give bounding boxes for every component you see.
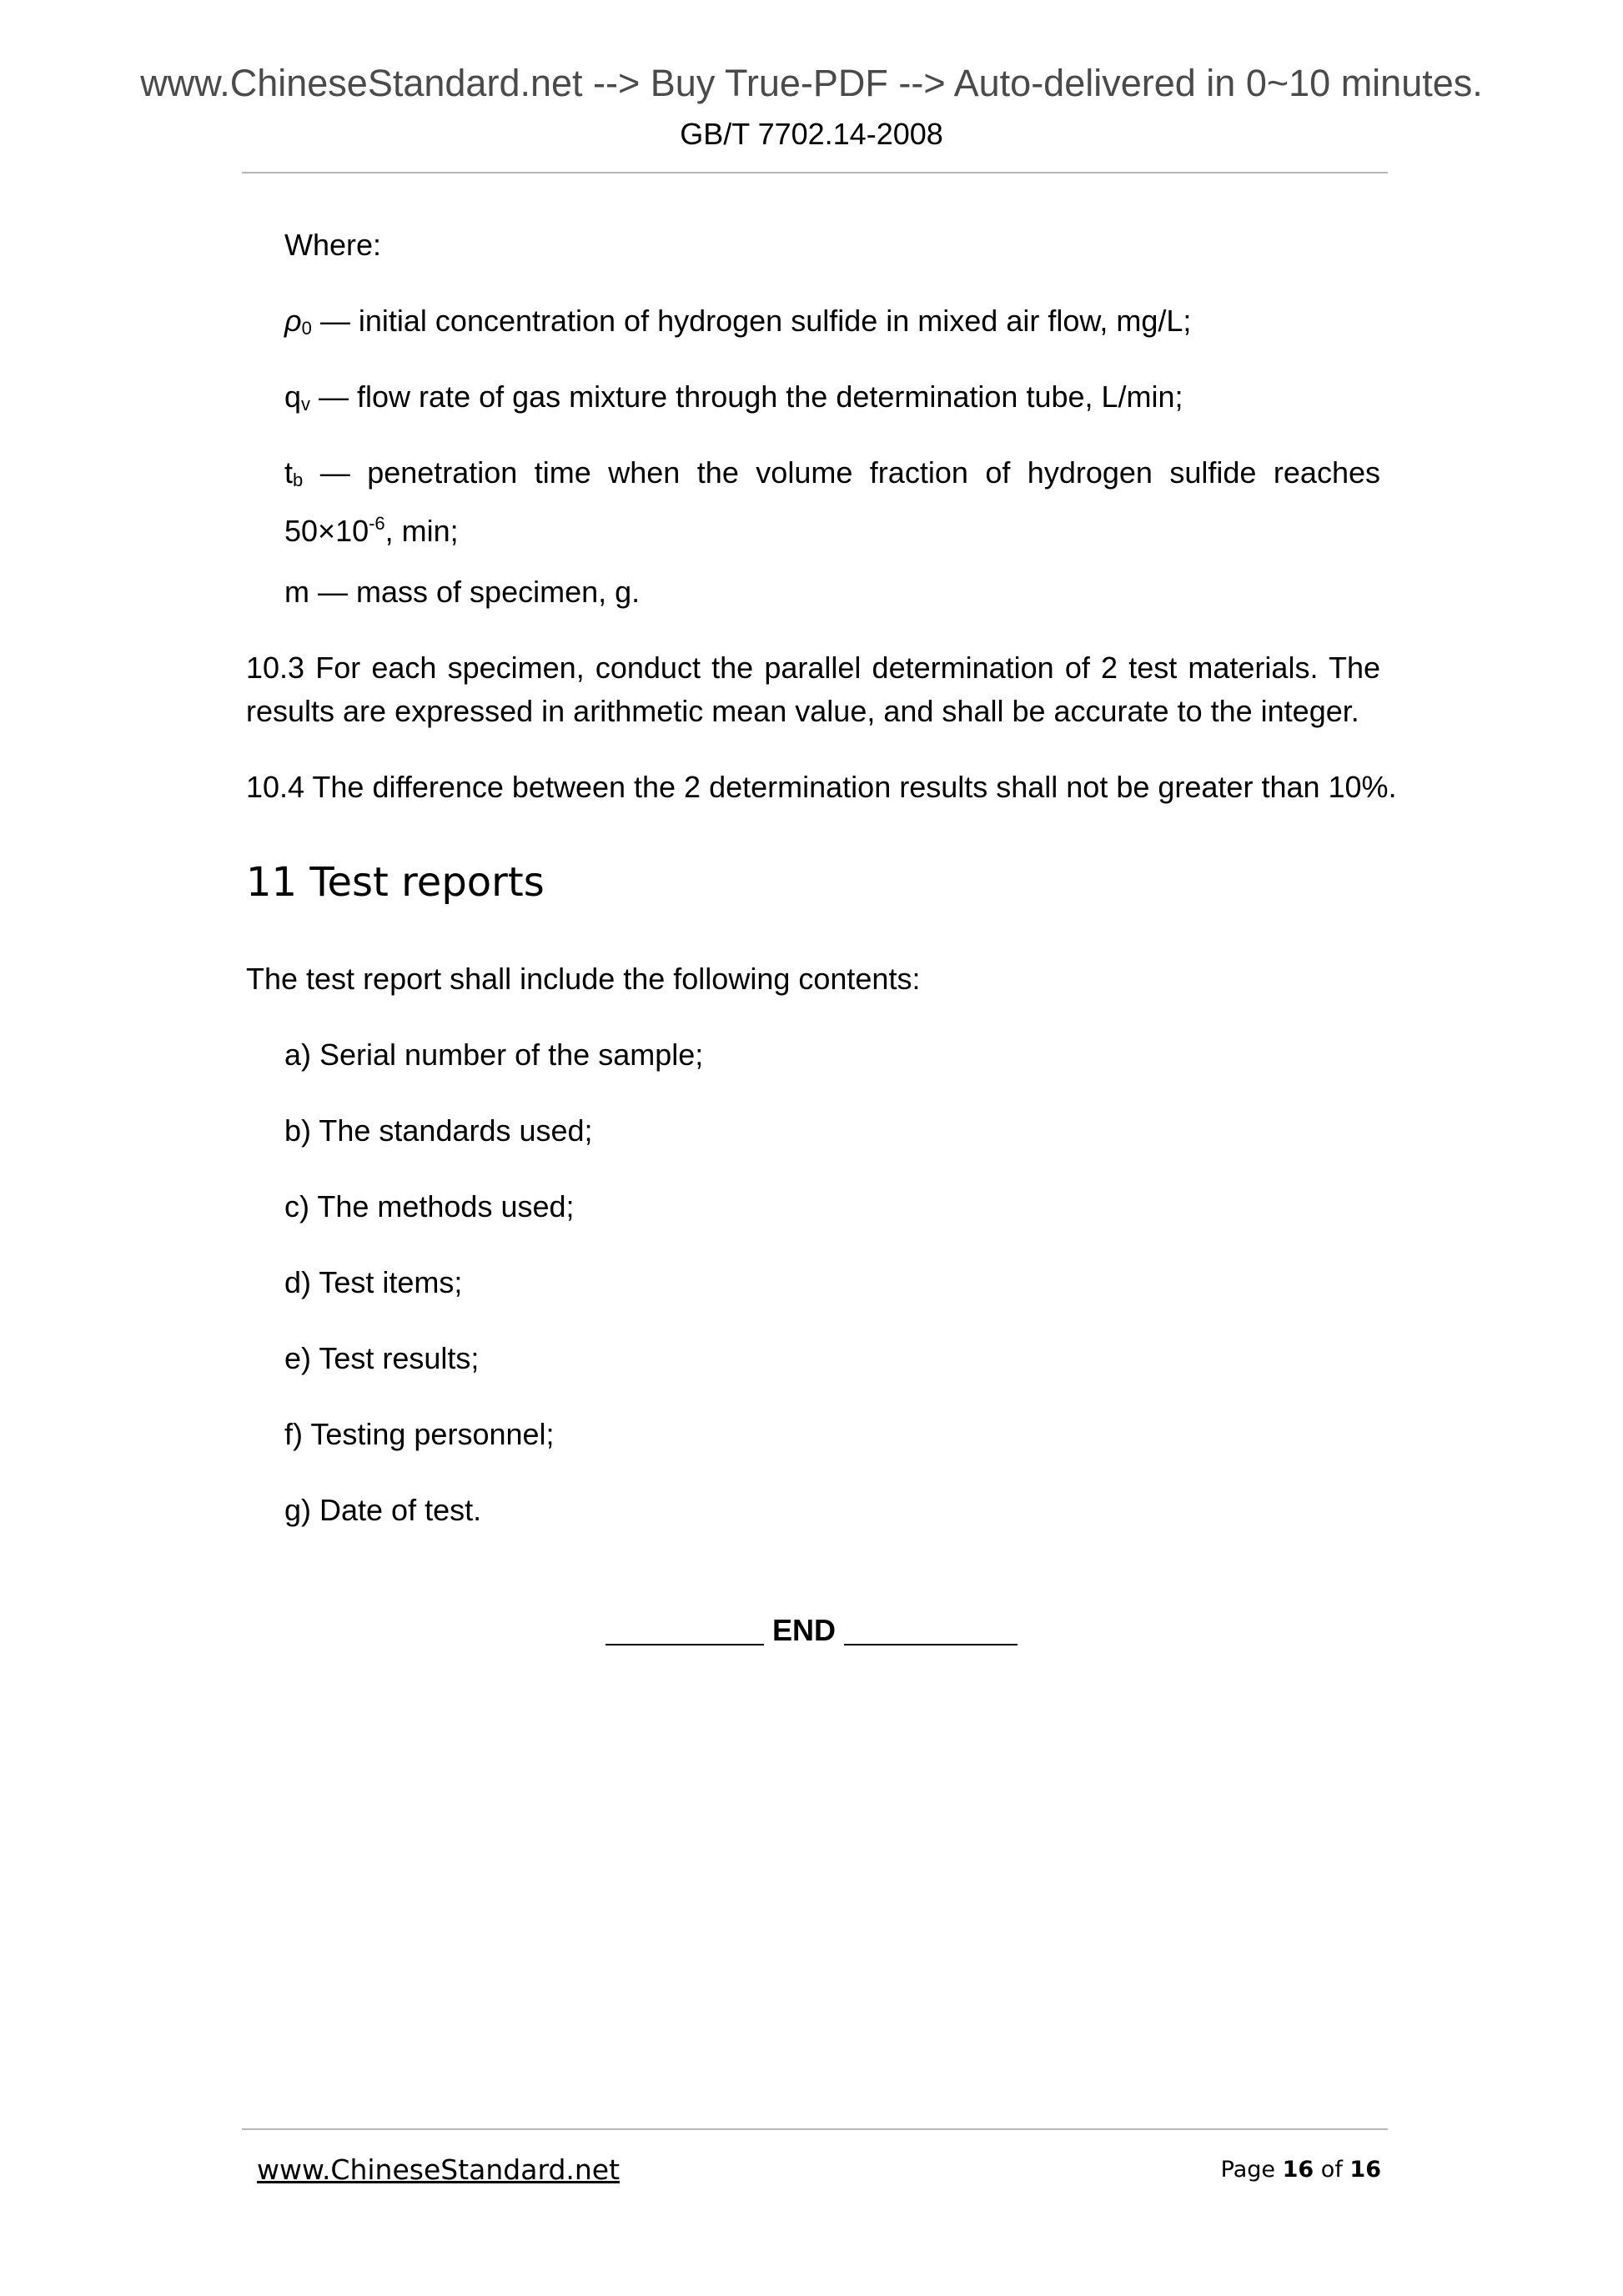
list-item: e) Test results; [284,1341,480,1375]
subscript: v [301,394,311,414]
list-item: d) Test items; [284,1265,463,1299]
page-current: 16 [1282,2157,1314,2183]
section-intro: The test report shall include the following contents: [246,962,921,996]
definition-qv [284,375,1183,426]
clause-10-4: 10.4 The difference between the 2 determination results shall not be greater than 10%. [246,770,1397,804]
end-label: END [771,1613,836,1647]
definition-rho0 [284,299,1191,350]
definition-text: — penetration time when the volume fraction of hydrogen sulfide reaches 50×10 [284,455,1380,548]
list-item: b) The standards used; [284,1113,593,1148]
definition-tb [284,451,1380,553]
section-heading: 11 Test reports [246,859,545,906]
page-prefix: Page [1220,2157,1276,2183]
symbol: m [284,575,309,609]
definition-text-after: , min; [384,514,459,548]
list-item: c) The methods used; [284,1189,575,1223]
definition-m [284,570,640,614]
standard-code: GB/T 7702.14-2008 [680,117,943,151]
where-label: Where: [284,228,382,262]
site-banner: www.ChineseStandard.net --> Buy True-PDF --> Auto-delivered in 0~10 minutes. [140,62,1483,104]
symbol: ρ [284,304,302,338]
footer-site-link[interactable]: www.ChineseStandard.net [257,2153,621,2186]
end-rule-left [605,1644,764,1645]
header-divider [242,172,1388,173]
footer-divider [242,2128,1388,2130]
subscript: 0 [301,318,312,339]
subscript: b [293,470,304,490]
list-item: f) Testing personnel; [284,1417,555,1451]
list-item: a) Serial number of the sample; [284,1037,704,1072]
page-number [1221,2157,1381,2183]
superscript: -6 [369,513,385,534]
symbol: q [284,379,302,414]
page-of: of [1320,2157,1343,2183]
symbol: t [284,455,294,490]
end-marker [0,1613,1623,1648]
definition-text: — flow rate of gas mixture through the determination tube, L/min; [310,379,1183,414]
list-item: g) Date of test. [284,1493,482,1527]
definition-text: — mass of specimen, g. [309,575,641,609]
end-rule-right [844,1644,1018,1645]
clause-10-3: 10.3 For each specimen, conduct the parallel determination of 2 test materials. The results are expressed in arithmetic mean value, and shall be accurate to the integer. [246,651,1380,728]
definition-text: — initial concentration of hydrogen sulfide in mixed air flow, mg/L; [311,304,1192,338]
page-total: 16 [1349,2157,1381,2183]
